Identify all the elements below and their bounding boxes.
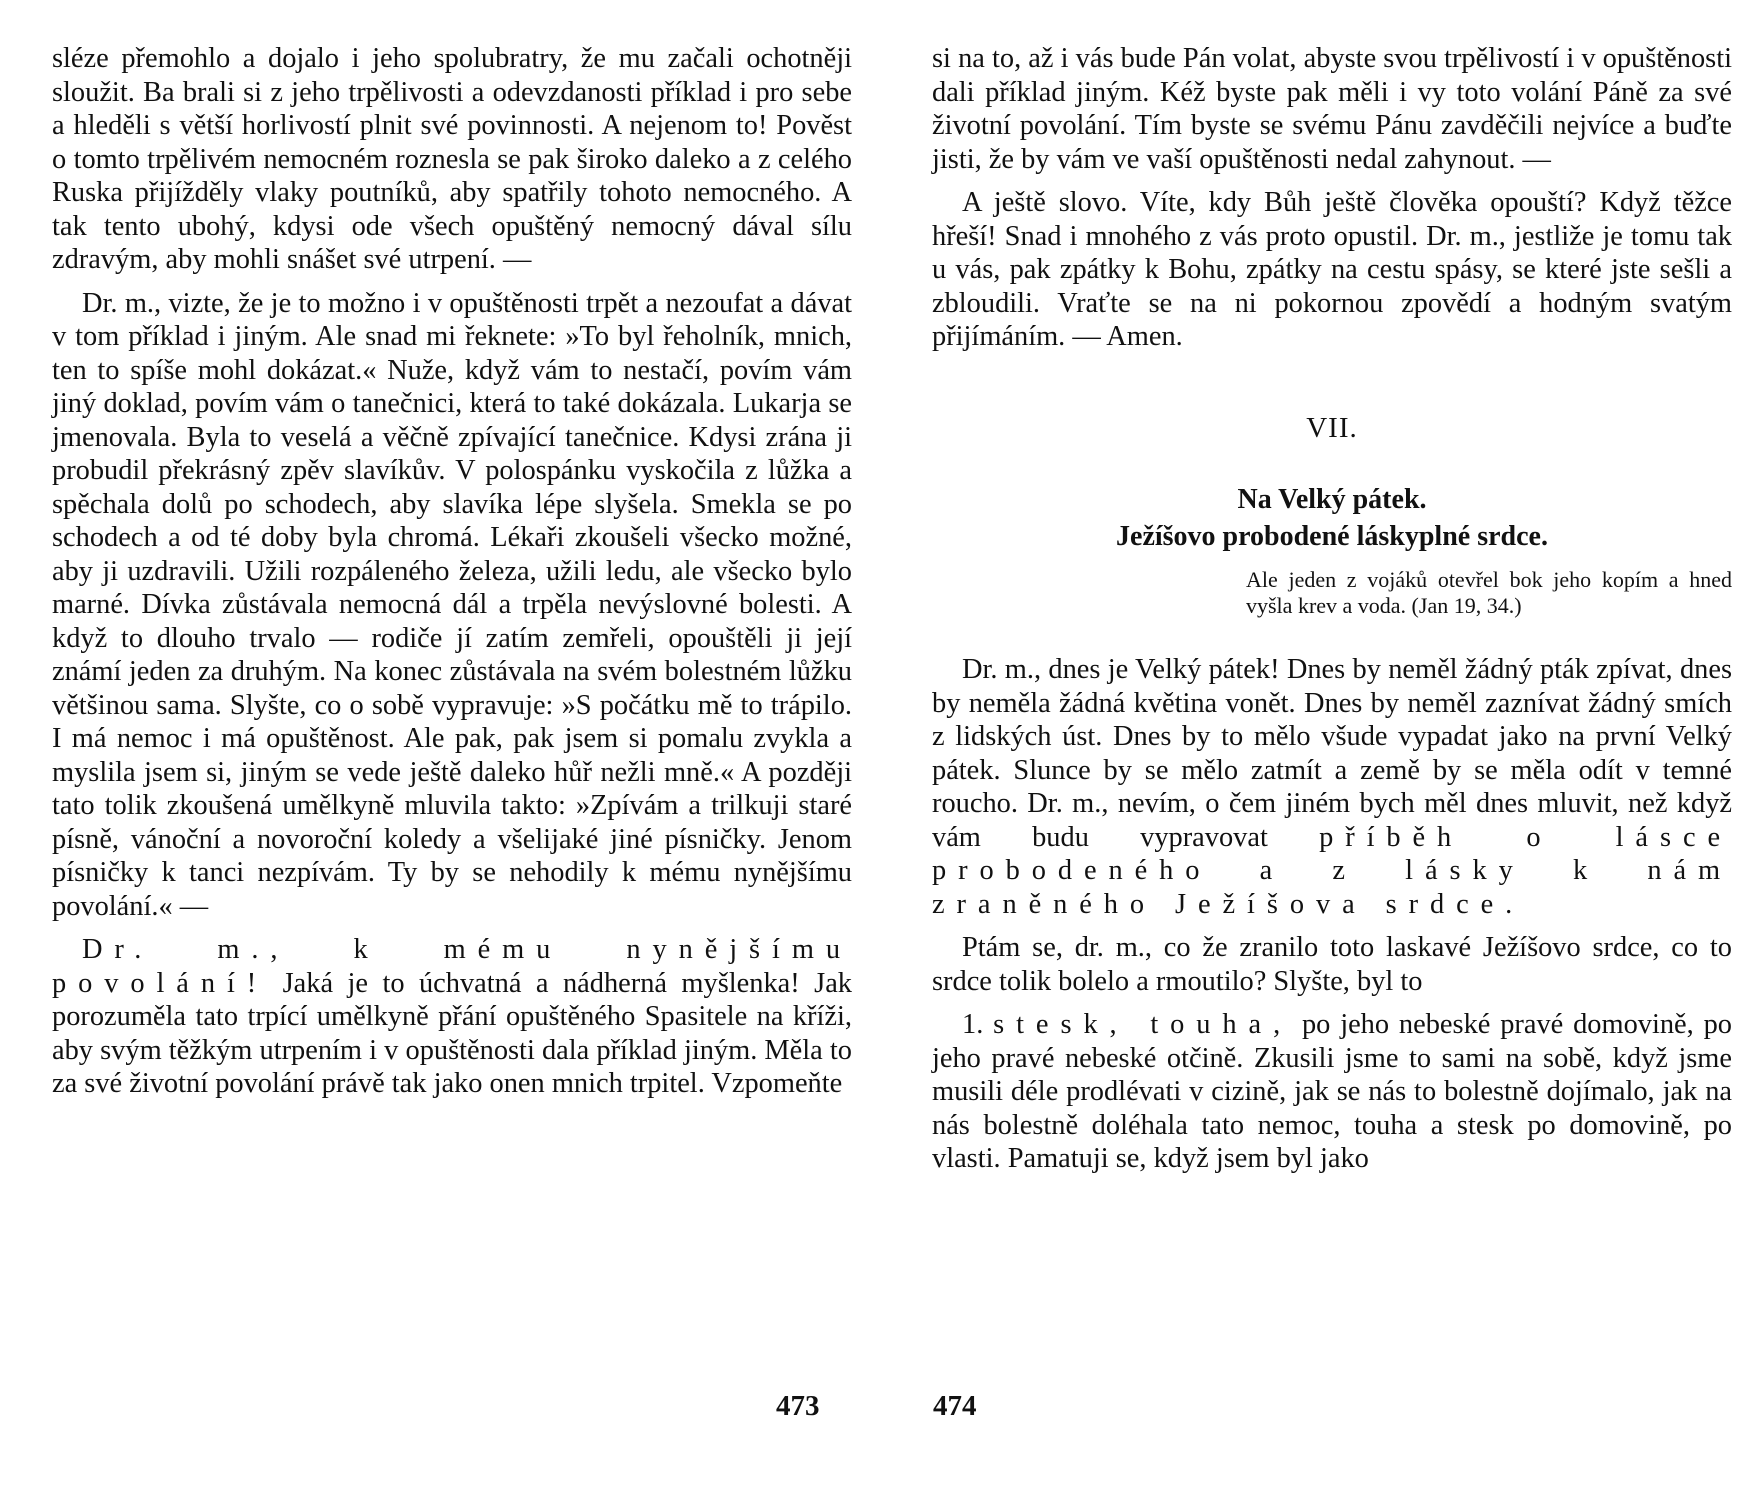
list-number: 1. — [962, 1009, 994, 1040]
left-paragraph-1: sléze přemohlo a dojalo i jeho spolubratry, že mu začali ochotněji sloužit. Ba brali si z jeho trpělivosti a odevzdanosti příklad i pro sebe a hleděli s větší horlivostí plnit své povinnosti. A nejenom to! Pověst o tomto trpělivém nemocném roznesla se pak široko daleko a z celého Ruska přijížděly vlaky poutníků, aby spatřily tohoto nemocného. A tak tento ubohý, kdysi ode všech opuštěný nemocný dával sílu zdravým, aby mohli snášet své utrpení. — — [52, 43, 852, 275]
spaced-emphasis: Dr. m., k mému nynějšímu povolání! — [52, 934, 852, 999]
sermon-body — [932, 653, 1732, 1176]
right-paragraph-1: si na to, až i vás bude Pán volat, abyste svou trpělivostí i v opuštěnosti dali příklad jiným. Kéž byste pak měli i vy toto volání Páně za své životní povolání. Tím byste se svému Pánu zavděčili nejvíce a buďte jisti, že by vám ve vaší opuštěnosti nedal zahynout. — — [932, 43, 1732, 175]
page-number-left: 473 — [776, 1390, 820, 1422]
chapter-number: VII. — [1306, 411, 1358, 444]
right-page — [932, 42, 1732, 1176]
body-paragraph-1-text: Dr. m., dnes je Velký pátek! Dnes by neměl žádný pták zpívat, dnes by neměla žádná květina vonět. Dnes by neměl zaznívat žádný smích z lidských úst. Dnes by to mělo všude vypadat jako na první Velký pátek. Slunce by se mělo zatmít a země by se měla odít v temné roucho. Dr. m., nevím, o čem jiném bych měl dnes mluvit, než když vám budu vypravovat — [932, 654, 1732, 853]
body-paragraph-1 — [932, 653, 1732, 921]
chapter-title-line-2: Ježíšovo probodené láskyplné srdce. — [1116, 521, 1548, 552]
page-number-right: 474 — [933, 1390, 977, 1422]
body-paragraph-2: Ptám se, dr. m., co že zranilo toto laskavé Ježíšovo srdce, co to srdce tolik bolelo a rmoutilo? Slyšte, byl to — [932, 932, 1732, 997]
left-page — [52, 42, 852, 1101]
left-paragraph-3-text: Jaká je to úchvatná a nádherná myšlenka! Jak porozuměla tato trpící umělkyně přání opuštěného Spasitele na kříži, aby svým těžkým utrpením i v opuštěnosti dala příklad jiným. Měla to za své životní povolání právě tak jako onen mnich trpitel. Vzpomeňte — [52, 967, 852, 1099]
left-paragraph-3 — [52, 933, 852, 1101]
chapter-title-line-1: Na Velký pátek. — [1237, 484, 1427, 515]
right-paragraph-2: A ještě slovo. Víte, kdy Bůh ještě člověka opouští? Když těžce hřeší! Snad i mnohého z vás proto opustil. Dr. m., jestliže je tomu tak u vás, pak zpátky k Bohu, zpátky na cestu spásy, se které jste sešli a zbloudili. Vraťte se na ni pokornou zpovědí a hodným svatým přijímáním. — Amen. — [932, 187, 1732, 352]
chapter-title — [932, 481, 1732, 555]
body-paragraph-3-text: po jeho nebeské pravé domovině, po jeho pravé nebeské otčině. Zkusili jsme to sami na sobě, když jsme musili déle prodlévati v cizině, jak se nás to bolestně dojímalo, jak na nás bolestně doléhala tato nemoc, touha a stesk po domovině, po vlasti. Pamatuji se, když jsem byl jako — [932, 1009, 1732, 1174]
spaced-emphasis: příběh o lásce probodeného a z lásky k nám zraněného Ježíšova srdce. — [932, 821, 1732, 920]
body-paragraph-3 — [932, 1008, 1732, 1176]
motto-quote: Ale jeden z vojáků otevřel bok jeho kopím a hned vyšla krev a voda. (Jan 19, 34.) — [1246, 567, 1732, 618]
spaced-emphasis: stesk, touha, — [993, 1009, 1293, 1040]
left-paragraph-2: Dr. m., vizte, že je to možno i v opuštěnosti trpět a nezoufat a dávat v tom příklad i jiným. Ale snad mi řeknete: »To byl řeholník, mnich, ten to spíše mohl dokázat.« Nuže, když vám to nestačí, povím vám jiný doklad, povím vám o tanečnici, která to také dokázala. Lukarja se jmenovala. Byla to veselá a věčně zpívající tanečnice. Kdysi zrána ji probudil překrásný zpěv slavíkův. V polospánku vyskočila z lůžka a spěchala dolů po schodech, aby slavíka lépe slyšela. Smekla se po schodech a od té doby byla chromá. Lékaři zkoušeli všecko možné, aby ji uzdravili. Užili rozpáleného železa, užili ledu, ale všecko bylo marné. Dívka zůstávala nemocná dál a trpěla nevýslovné bolesti. A když to dlouho trvalo — rodiče jí zatím zemřeli, opouštěli ji její známí jeden za druhým. Na konec zůstávala na svém bolestném lůžku většinou sama. Slyšte, co o sobě vypravuje: »S počátku mě to trápilo. I má nemoc i má opuštěnost. Ale pak, pak jsem si pomalu zvykla a myslila jsem si, jiným se vede ještě daleko hůř nežli mně.« A později tato tolik zkoušená umělkyně mluvila takto: »Zpívám a trilkuji staré písně, vánoční a novoroční koledy a všelijaké jiné písničky. Jenom písničky k tanci nezpívám. Ty by se nehodily k mému nynějšímu povolání.« — — [52, 287, 852, 922]
